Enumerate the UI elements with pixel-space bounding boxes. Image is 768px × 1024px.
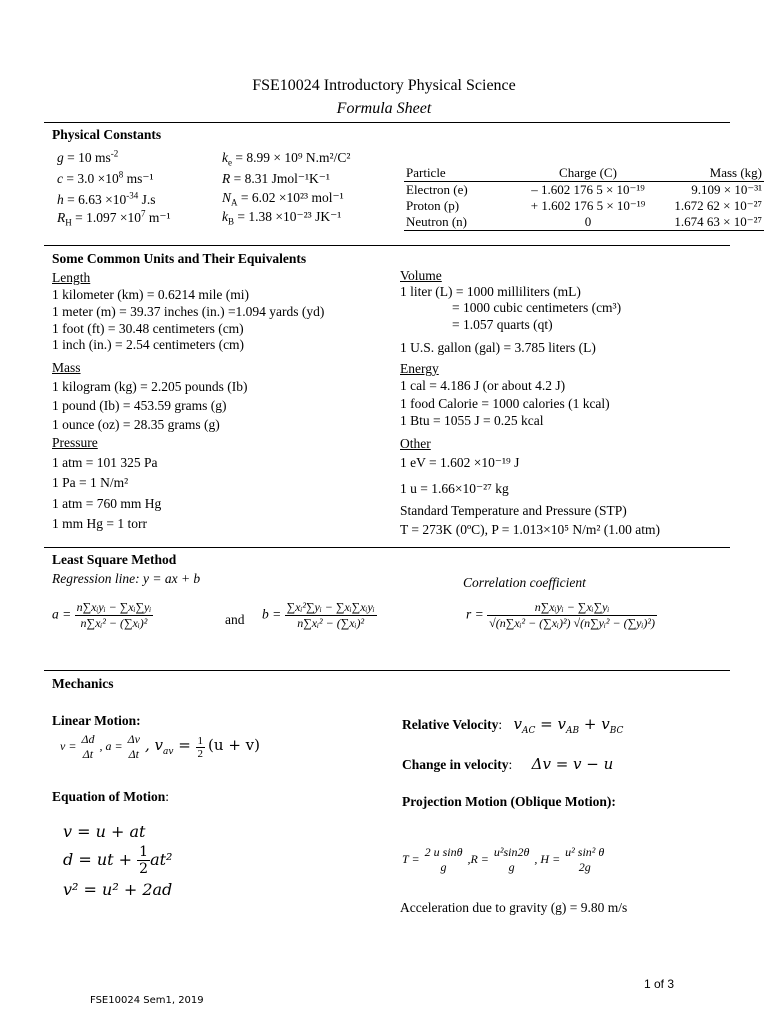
page-number: 1 of 3 bbox=[644, 977, 675, 991]
constant-gas: R = 8.31 Jmol⁻¹K⁻¹ bbox=[222, 171, 330, 186]
table-cell: Proton (p) bbox=[406, 198, 460, 213]
constant-rydberg: $R_H = 1.097 \times 10^7$ m⁻¹ bbox=[57, 208, 171, 228]
length-item: 1 meter (m) = 39.37 inches (in.) =1.094 yards (yd) bbox=[52, 304, 325, 319]
divider bbox=[44, 547, 730, 548]
table-row bbox=[404, 214, 764, 231]
pressure-item: 1 atm = 101 325 Pa bbox=[52, 455, 158, 470]
equation-1: v = u + at bbox=[63, 822, 146, 841]
constant-c: $c = 3.0 \times 10^8$ ms⁻¹ bbox=[57, 169, 154, 186]
volume-item: 1 liter (L) = 1000 milliliters (mL) bbox=[400, 284, 581, 299]
length-item: 1 kilometer (km) = 0.6214 mile (mi) bbox=[52, 287, 249, 302]
relative-velocity-line: Relative Velocity: $v_{AC} = v_{AB} + v_{BC}$ bbox=[402, 715, 624, 736]
energy-item: 1 Btu = 1055 J = 0.25 kcal bbox=[400, 413, 544, 428]
other-item: Standard Temperature and Pressure (STP) bbox=[400, 503, 627, 518]
table-cell: Neutron (n) bbox=[406, 214, 468, 229]
mass-label: Mass bbox=[52, 360, 81, 375]
length-item: 1 foot (ft) = 30.48 centimeters (cm) bbox=[52, 321, 244, 336]
regression-line: Regression line: y = ax + b bbox=[52, 571, 201, 586]
pressure-item: 1 atm = 760 mm Hg bbox=[52, 496, 162, 511]
particle-table bbox=[404, 165, 764, 231]
constant-boltzmann: $k_B = 1.38 \times 10^{-23}$ JK⁻¹ bbox=[222, 209, 342, 227]
projectile-formulas: T = 2 u sinθ g ,R = u²sin2θ g , H = u² sin² θ 2g bbox=[402, 845, 605, 874]
other-item: 1 u = 1.66×10⁻²⁷ kg bbox=[400, 481, 509, 496]
table-cell: 0 bbox=[584, 214, 592, 229]
table-header-cell: Particle bbox=[406, 165, 446, 180]
volume-item: = 1.057 quarts (qt) bbox=[452, 317, 553, 332]
divider bbox=[44, 670, 730, 671]
linear-motion-label: Linear Motion: bbox=[52, 713, 141, 728]
particle-table-header bbox=[404, 165, 764, 182]
document-title: FSE10024 Introductory Physical Science bbox=[252, 77, 516, 94]
gallon-item: 1 U.S. gallon (gal) = 3.785 liters (L) bbox=[400, 340, 596, 355]
table-cell: Electron (e) bbox=[406, 182, 468, 197]
constant-g: g = 10 $ms^{-2}$ bbox=[57, 148, 119, 165]
equation-of-motion-label: Equation of Motion: bbox=[52, 789, 170, 804]
table-cell: 1.672 62 × 10⁻²⁷ bbox=[674, 198, 762, 213]
volume-item: = 1000 cubic centimeters (cm³) bbox=[452, 300, 622, 315]
volume-label: Volume bbox=[400, 268, 442, 283]
constant-ke: $k_e = 8.99 \times 10^9$ N.m²/C² bbox=[222, 150, 351, 168]
change-velocity-line: Change in velocity: Δv = v − u bbox=[402, 755, 614, 773]
pressure-item: 1 mm Hg = 1 torr bbox=[52, 516, 147, 531]
mechanics-heading: Mechanics bbox=[52, 676, 114, 691]
table-cell: 1.674 63 × 10⁻²⁷ bbox=[674, 214, 762, 229]
formula-a: a = $\frac{\text{n∑xᵢyᵢ − ∑xᵢ∑yᵢ}}{\text{n∑xᵢ² − (∑xᵢ)²}}$ bbox=[52, 600, 152, 630]
divider bbox=[44, 245, 730, 246]
correlation-label: Correlation coefficient bbox=[463, 575, 586, 590]
table-cell: 9.109 × 10⁻³¹ bbox=[691, 182, 762, 197]
document-subtitle: Formula Sheet bbox=[336, 100, 432, 117]
equation-3: v² = u² + 2ad bbox=[63, 880, 173, 899]
table-cell: + 1.602 176 5 × 10⁻¹⁹ bbox=[530, 198, 646, 213]
physical-constants-heading: Physical Constants bbox=[52, 127, 162, 142]
length-label: Length bbox=[52, 270, 91, 285]
constant-h: $h = 6.63 \times 10^{-34}$ J.s bbox=[57, 190, 156, 207]
constant-avogadro: $N_A = 6.02 \times 10^{23}$ mol⁻¹ bbox=[222, 190, 344, 208]
projectile-label: Projection Motion (Oblique Motion): bbox=[402, 794, 616, 809]
pressure-item: 1 Pa = 1 N/m² bbox=[52, 475, 129, 490]
formula-b: b = $\frac{\text{∑xᵢ²∑yᵢ − ∑xᵢ∑xᵢyᵢ}}{\text{n∑xᵢ² − (∑xᵢ)²}}$ bbox=[262, 600, 375, 630]
stp-item: T = 273K (0ºC), P = 1.013×10⁵ N/m² (1.00 atm) bbox=[400, 522, 661, 537]
linear-motion-formulas: v = Δd Δt , a = Δv Δt , $v_{av}$ = $\frac{1}{2}$ (u + v) bbox=[60, 732, 260, 761]
divider bbox=[44, 122, 730, 123]
table-header-cell: Charge (C) bbox=[559, 165, 617, 180]
table-cell: – 1.602 176 5 × 10⁻¹⁹ bbox=[531, 182, 645, 197]
units-heading: Some Common Units and Their Equivalents bbox=[52, 251, 307, 266]
equation-2: d = ut + $\frac{1}{2}$ at² bbox=[63, 844, 173, 877]
gravity-text: Acceleration due to gravity (g) = 9.80 m/s bbox=[400, 900, 628, 915]
energy-label: Energy bbox=[400, 361, 439, 376]
table-row bbox=[404, 198, 764, 214]
mass-item: 1 pound (Ib) = 453.59 grams (g) bbox=[52, 398, 227, 413]
and-text: and bbox=[225, 612, 245, 627]
footer-course: FSE10024 Sem1, 2019 bbox=[90, 995, 204, 1006]
mass-item: 1 ounce (oz) = 28.35 grams (g) bbox=[52, 417, 220, 432]
mass-item: 1 kilogram (kg) = 2.205 pounds (Ib) bbox=[52, 379, 248, 394]
lsm-heading: Least Square Method bbox=[52, 552, 177, 567]
energy-item: 1 food Calorie = 1000 calories (1 kcal) bbox=[400, 396, 610, 411]
length-item: 1 inch (in.) = 2.54 centimeters (cm) bbox=[52, 337, 245, 352]
energy-item: 1 cal = 4.186 J (or about 4.2 J) bbox=[400, 378, 566, 393]
pressure-label: Pressure bbox=[52, 435, 98, 450]
table-row bbox=[404, 182, 764, 199]
other-item: 1 eV = 1.602 ×10⁻¹⁹ J bbox=[400, 455, 520, 470]
other-label: Other bbox=[400, 436, 431, 451]
table-header-cell: Mass (kg) bbox=[709, 165, 762, 180]
formula-r: r = $\frac{\text{n∑xᵢyᵢ − ∑xᵢ∑yᵢ}}{\text{√(n∑xᵢ² − (∑xᵢ)²) √(n∑yᵢ² − (∑yᵢ)²)}}$ bbox=[466, 600, 655, 630]
